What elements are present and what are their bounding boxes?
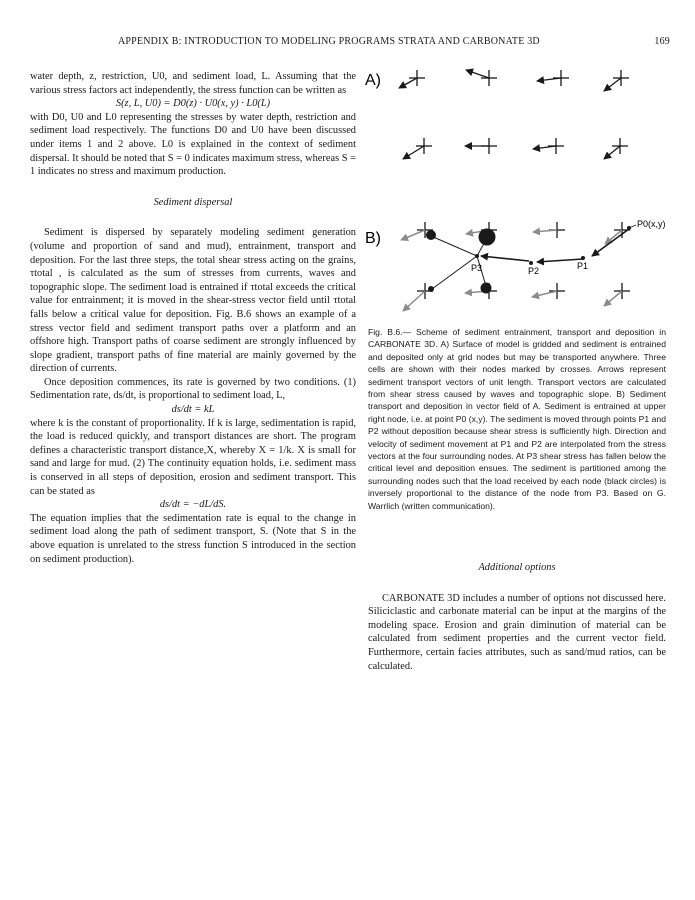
paragraph: CARBONATE 3D includes a number of options not discussed here. Siliciclastic and carbonate material can be input at the margins of the modeling space. Erosion and grain diminution of material can be calculated from sediment properties and the current vector field. Furthermore, certain facies attributes, such as sand/mud ratios, can be calculated.	[368, 592, 666, 672]
point-p1	[581, 256, 585, 260]
running-header	[40, 36, 670, 50]
deposition-node-circle	[481, 283, 492, 294]
paragraph: Sediment is dispersed by separately modeling sediment generation (volume and proportion of sand and mud), entrainment, transport and deposition. For the last three steps, the total shear stress acting on the grains, τtotal , is calculated as the sum of stresses from currents, waves and topographic slope. The sediment load is entrained if τtotal exceeds the critical value for entrainment; it is moved in the shear-stress vector field until τtotal falls below a critical value for deposition. Fig. B.6 shows an example of a stress vector field and sediment transport paths over a platform and an offshore high. Transport paths of coarse sediment are strongly influenced by slope gradient, transport paths of fine material are mainly governed by the direction of currents.	[30, 227, 356, 375]
transport-vector-arrow	[533, 146, 556, 149]
paragraph: The equation implies that the sedimentation rate is equal to the change in sediment load along the path of sediment transport, S. (Note that S in the above equation is unrelated to the stress function S introduced in the section on sediment production).	[30, 512, 356, 565]
equation-continuity: ds/dt = −dL/dS.	[159, 499, 227, 511]
p0-label: P0(x,y)	[637, 219, 666, 229]
transport-vector-arrow	[466, 70, 489, 78]
right-column	[368, 561, 666, 673]
point-p2	[529, 261, 533, 265]
panel-a-label: A)	[365, 72, 381, 89]
p2-label: P2	[528, 266, 540, 276]
section-heading: Sediment dispersal	[153, 196, 233, 208]
transport-vector-arrow	[605, 230, 622, 244]
figure-b6	[365, 60, 670, 320]
transport-vector-arrow	[604, 78, 621, 91]
transport-vector-arrow	[532, 291, 557, 297]
transport-vector-arrow	[604, 146, 620, 159]
sediment-path-arrow	[481, 256, 529, 261]
transport-vector-arrow	[533, 230, 557, 232]
deposition-line	[431, 236, 477, 256]
section-heading: Additional options	[478, 562, 556, 573]
page-number: 169	[654, 36, 670, 47]
panel-b-transport	[401, 219, 666, 311]
deposition-node-circle	[428, 286, 434, 292]
header-title: APPENDIX B: INTRODUCTION TO MODELING PROGRAMS STRATA AND CARBONATE 3D	[118, 36, 540, 47]
equation-sedimentation-rate: ds/dt = kL	[171, 404, 215, 416]
p3-label: P3	[471, 263, 483, 273]
transport-vector-arrow	[403, 291, 425, 311]
transport-vector-arrow	[403, 146, 424, 159]
deposition-node-circle	[426, 230, 436, 240]
paragraph: with D0, U0 and L0 representing the stresses by water depth, restriction and sediment load respectively. The functions D0 and U0 have been discussed under items 1 and 2 above. L0 is explained in the context of sediment dispersal. It should be noted that S = 0 indicates maximum stress, whereas S = 1 indicates no stress and maximum production.	[30, 111, 356, 178]
paragraph: water depth, z, restriction, U0, and sediment load, L. Assuming that the various stress factors act independently, the stress function can be written as	[30, 71, 356, 96]
transport-vector-arrow	[537, 78, 561, 81]
transport-vector-arrow	[399, 78, 417, 88]
paragraph: Once deposition commences, its rate is governed by two conditions. (1) Sedimentation rate, ds/dt, is proportional to sediment load, L,	[30, 376, 356, 402]
transport-vector-arrow	[604, 291, 622, 306]
point-p3	[475, 254, 479, 258]
panel-a-vectors	[399, 70, 629, 159]
figure-caption	[368, 326, 666, 512]
paragraph: where k is the constant of proportionality. If k is large, sedimentation is rapid, the load is reduced quickly, and transport distances are short. The program defines a characteristic transport distance,X, whereby X = 1/k. X is small for sand and large for mud. (2) The continuity equation holds, i.e. sediment mass is conserved in all steps of deposition, erosion and sediment transport. This can be stated as	[30, 417, 356, 497]
panel-b-label: B)	[365, 230, 381, 247]
p1-label: P1	[577, 261, 589, 271]
sediment-path-arrow	[592, 229, 629, 256]
deposition-node-circle	[479, 229, 496, 246]
caption-text: Fig. B.6.— Scheme of sediment entrainment, transport and deposition in CARBONATE 3D. A) Surface of model is gridded and sediment is entrained and deposited only at grid nodes but may be transported anywhere. Three cells are shown with their nodes marked by crosses. Arrows represent sediment transport vectors of unit length. Transport vectors are calculated from shear stress caused by waves and topographic slope. B) Sediment transport and deposition in vector field of A. Sediment is entrained at upper right node, i.e. at point P0 (x,y). The sediment is moved through points P1 and P2 without deposition because shear stress is sufficiently high. Direction and velocity of sediment movement at P1 and P2 are interpolated from the stress vectors at the four surrounding nodes. At P3 shear stress has fallen below the critical level and deposition ensues. The sediment is partitioned among the surrounding nodes such that the load received by each node (black circles) is inversely proportional to the distance of the node from P3. Based on G. Warrlich (written communication).	[368, 327, 666, 511]
transport-vector-arrow	[401, 230, 425, 240]
equation-stress-function: S(z, L, U0) = D0(z) · U0(x, y) · L0(L)	[115, 98, 271, 110]
left-column	[30, 70, 356, 566]
